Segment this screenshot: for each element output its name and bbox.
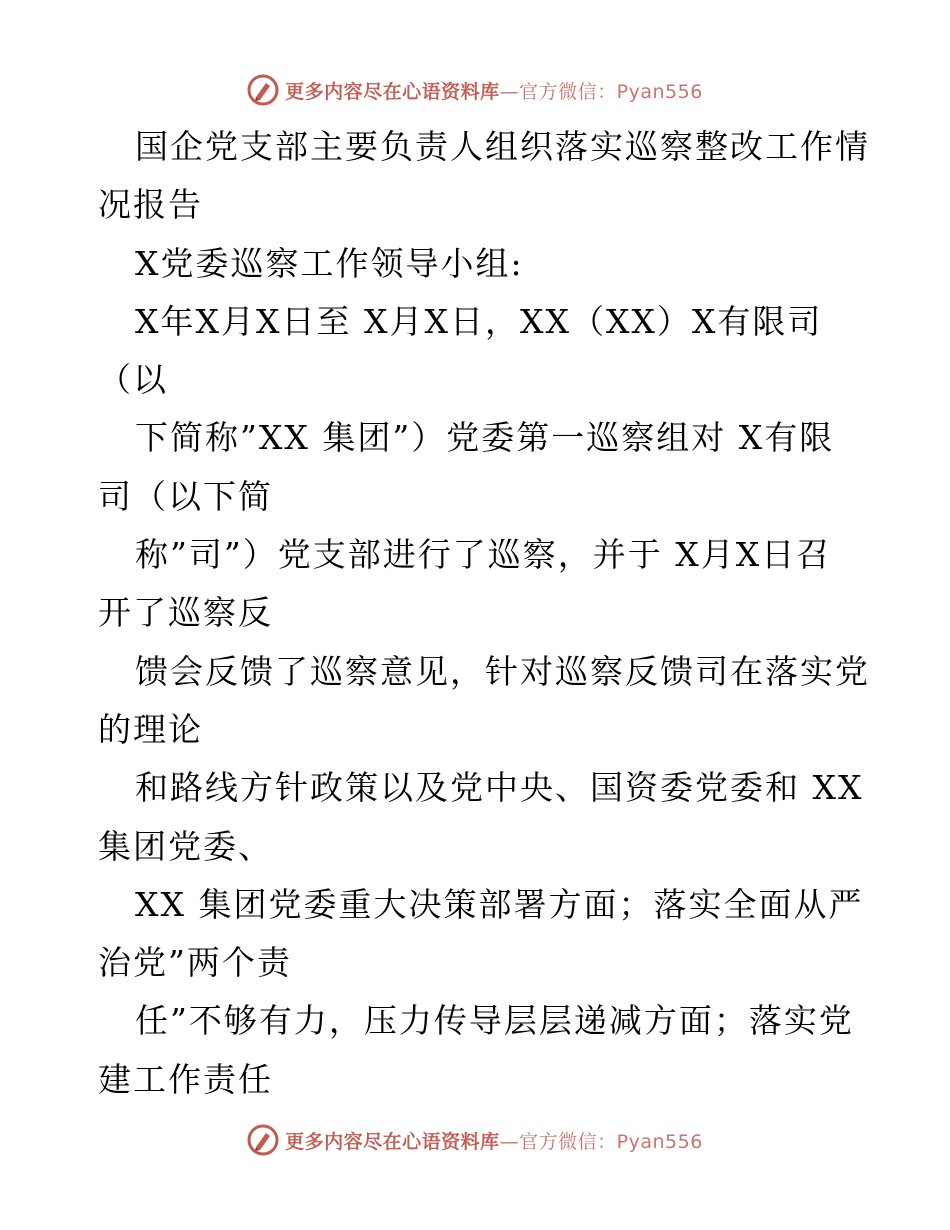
pen-logo-icon xyxy=(247,74,279,106)
text-line: 司（以下简 xyxy=(98,476,273,516)
text-line: XX 集团党委重大决策部署方面；落实全面从严 xyxy=(135,884,864,924)
text-line: 况报告 xyxy=(98,185,203,225)
text-line: X年X月X日至 X月X日，XX（XX）X有限司 xyxy=(135,301,823,341)
text-line: （以 xyxy=(98,360,168,400)
text-line: 称”司”）党支部进行了巡察，并于 X月X日召 xyxy=(135,535,832,575)
pen-logo-icon xyxy=(247,1124,279,1156)
footer-banner-title: 更多内容尽在心语资料库 xyxy=(285,1130,500,1153)
text-line: 任”不够有力，压力传导层层递减方面；落实党 xyxy=(135,1001,854,1041)
text-line: 馈会反馈了巡察意见，针对巡察反馈司在落实党 xyxy=(135,651,870,691)
text-line: 集团党委、 xyxy=(98,826,273,866)
text-line: 的理论 xyxy=(98,709,203,749)
header-banner-title: 更多内容尽在心语资料库 xyxy=(285,80,500,103)
text-line: 治党”两个责 xyxy=(98,943,292,983)
footer-banner-contact: —官方微信：Pyan556 xyxy=(499,1130,703,1153)
text-line: 国企党支部主要负责人组织落实巡察整改工作情 xyxy=(135,127,870,166)
text-line: 下简称”XX 集团”）党委第一巡察组对 X有限 xyxy=(135,418,835,458)
footer-banner xyxy=(0,1120,950,1160)
text-line: 开了巡察反 xyxy=(98,593,273,633)
footer-banner-text xyxy=(285,1127,703,1154)
header-banner-text xyxy=(285,77,703,104)
header-banner-contact: —官方微信：Pyan556 xyxy=(499,80,703,103)
text-line: 建工作责任 xyxy=(98,1059,273,1099)
header-banner xyxy=(0,70,950,110)
text-line: X党委巡察工作领导小组: xyxy=(135,243,524,283)
text-line: 和路线方针政策以及党中央、国资委党委和 XX xyxy=(135,768,864,808)
document-body xyxy=(98,118,870,1109)
